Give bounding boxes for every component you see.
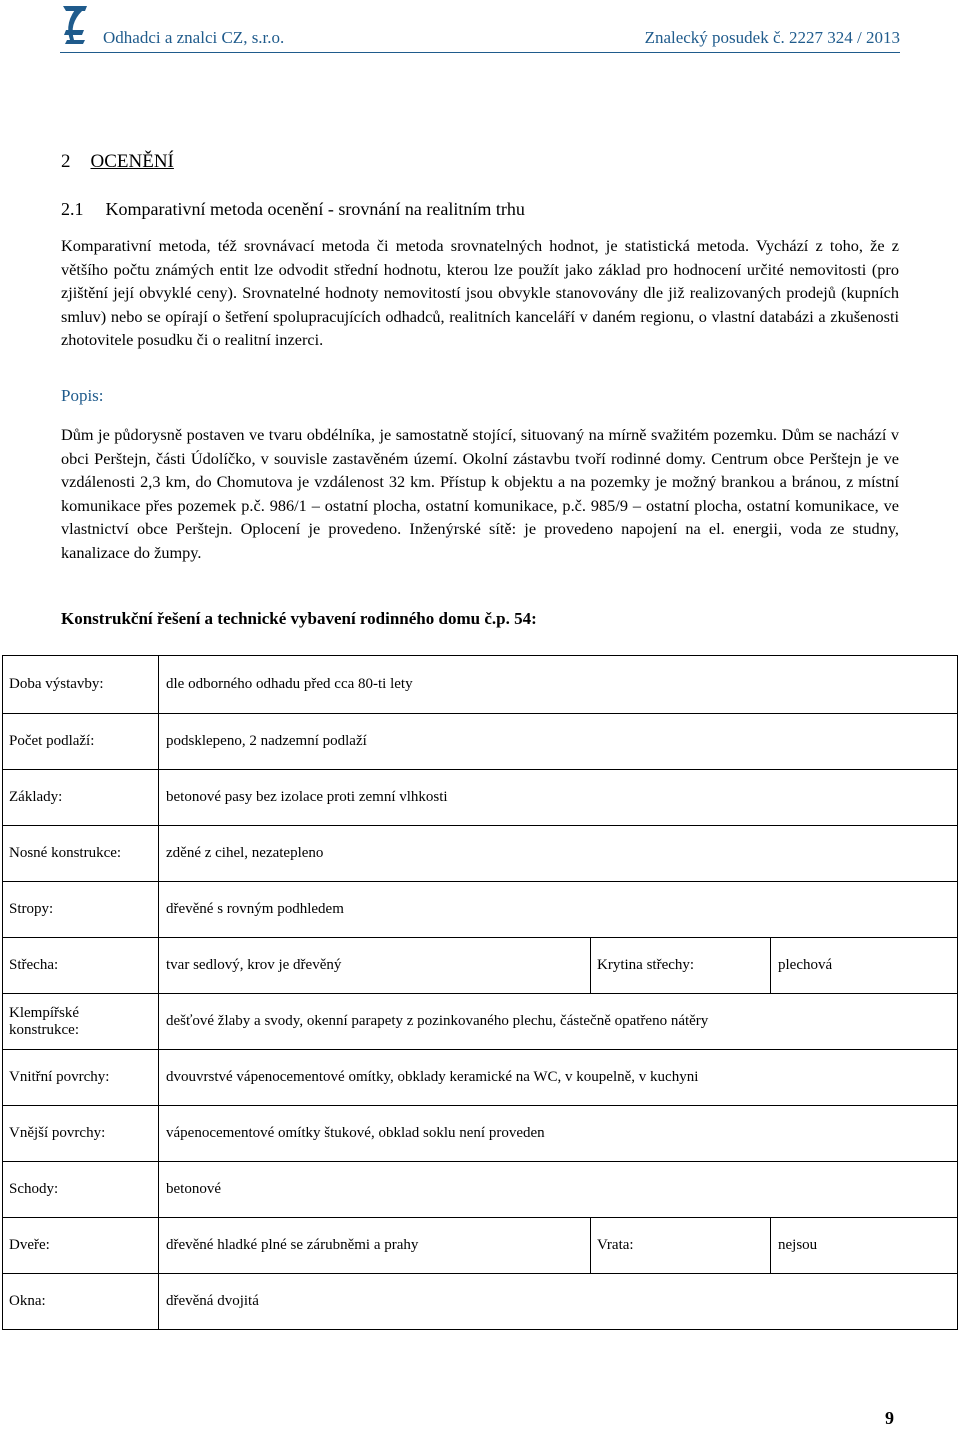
table-row bbox=[3, 826, 958, 882]
row-value: dle odborného odhadu před cca 80-ti lety bbox=[159, 656, 958, 714]
section-number: 2 bbox=[61, 151, 71, 172]
header-divider bbox=[60, 52, 900, 53]
row-value: betonové pasy bez izolace proti zemní vlhkosti bbox=[159, 770, 958, 826]
row-value-2: plechová bbox=[771, 938, 958, 994]
row-value: dřevěné s rovným podhledem bbox=[159, 882, 958, 938]
row-label: Klempířské konstrukce: bbox=[3, 994, 159, 1050]
page-header bbox=[60, 2, 900, 48]
table-row bbox=[3, 1162, 958, 1218]
row-label: Schody: bbox=[3, 1162, 159, 1218]
row-label-2: Vrata: bbox=[591, 1218, 771, 1274]
table-row bbox=[3, 770, 958, 826]
subsection-heading bbox=[61, 199, 525, 220]
row-value: tvar sedlový, krov je dřevěný bbox=[159, 938, 591, 994]
row-value: podsklepeno, 2 nadzemní podlaží bbox=[159, 714, 958, 770]
page-number: 9 bbox=[885, 1408, 894, 1428]
intro-paragraph: Komparativní metoda, též srovnávací metoda či metoda srovnatelných hodnot, je statistická metoda. Vychází z toho, že z většího počtu známých entit lze odvodit střední hodnotu, kterou lze použít jako základ pro hodnocení určité nemovitosti (pro zjištění její obvyklé ceny). Srovnatelné hodnoty nemovitostí jsou obvykle stanovovány dle již realizovaných prodejů (kupních smluv) nebo se opírají o šetření spolupracujících odhadců, realitních kanceláří v daném regionu, o vlastní databázi a zkušenosti zhotovitele posudku či o realitní inzerci. bbox=[61, 236, 899, 350]
row-label-2: Krytina střechy: bbox=[591, 938, 771, 994]
table-row bbox=[3, 656, 958, 714]
table-row bbox=[3, 1050, 958, 1106]
construction-table bbox=[2, 655, 958, 1330]
row-label: Vnitřní povrchy: bbox=[3, 1050, 159, 1106]
report-number: Znalecký posudek č. 2227 324 / 2013 bbox=[644, 28, 900, 47]
row-value: betonové bbox=[159, 1162, 958, 1218]
row-label: Okna: bbox=[3, 1274, 159, 1330]
row-value: dřevěná dvojitá bbox=[159, 1274, 958, 1330]
table-row bbox=[3, 938, 958, 994]
row-value: dvouvrstvé vápenocementové omítky, obklady keramické na WC, v koupelně, v kuchyni bbox=[159, 1050, 958, 1106]
company-logo-icon bbox=[60, 2, 90, 46]
popis-paragraph: Dům je půdorysně postaven ve tvaru obdélníka, je samostatně stojící, situovaný na mírně svažitém pozemku. Dům se nachází v obci Perštejn, části Údolíčko, v souvisle zastavěném území. Okolní zástavbu tvoří rodinné domy. Centrum obce Perštejn je ve vzdálenosti 2,3 km, do Chomutova je vzdálenost 32 km. Přístup k objektu a na pozemky je možný brankou a bránou, z místní komunikace přes pozemek p.č. 986/1 – ostatní plocha, ostatní komunikace, p.č. 985/9 – ostatní plocha, ostatní komunikace, ve vlastnictví obce Perštejn. Oplocení je provedeno. Inženýrské sítě: je provedeno napojení na el. energii, voda ze studny, kanalizace do žumpy. bbox=[61, 425, 899, 562]
table-row bbox=[3, 1218, 958, 1274]
row-label: Vnější povrchy: bbox=[3, 1106, 159, 1162]
table-row bbox=[3, 882, 958, 938]
row-value: vápenocementové omítky štukové, obklad soklu není proveden bbox=[159, 1106, 958, 1162]
row-value: dřevěné hladké plné se zárubněmi a prahy bbox=[159, 1218, 591, 1274]
subsection-number: 2.1 bbox=[61, 199, 84, 219]
popis-label: Popis: bbox=[61, 386, 104, 405]
table-row bbox=[3, 1274, 958, 1330]
table-row bbox=[3, 1106, 958, 1162]
construction-heading: Konstrukční řešení a technické vybavení rodinného domu č.p. 54: bbox=[61, 609, 537, 628]
row-label: Základy: bbox=[3, 770, 159, 826]
subsection-title: Komparativní metoda ocenění - srovnání na realitním trhu bbox=[105, 199, 525, 219]
row-label: Dveře: bbox=[3, 1218, 159, 1274]
section-heading bbox=[61, 151, 174, 173]
row-value: zděné z cihel, nezatepleno bbox=[159, 826, 958, 882]
row-label: Nosné konstrukce: bbox=[3, 826, 159, 882]
table-row bbox=[3, 714, 958, 770]
row-value-2: nejsou bbox=[771, 1218, 958, 1274]
row-label: Doba výstavby: bbox=[3, 656, 159, 714]
row-label: Počet podlaží: bbox=[3, 714, 159, 770]
row-label: Střecha: bbox=[3, 938, 159, 994]
table-row bbox=[3, 994, 958, 1050]
row-value: dešťové žlaby a svody, okenní parapety z pozinkovaného plechu, částečně opatřeno nátěry bbox=[159, 994, 958, 1050]
row-label: Stropy: bbox=[3, 882, 159, 938]
section-title: OCENĚNÍ bbox=[90, 151, 174, 172]
company-name: Odhadci a znalci CZ, s.r.o. bbox=[103, 28, 285, 47]
